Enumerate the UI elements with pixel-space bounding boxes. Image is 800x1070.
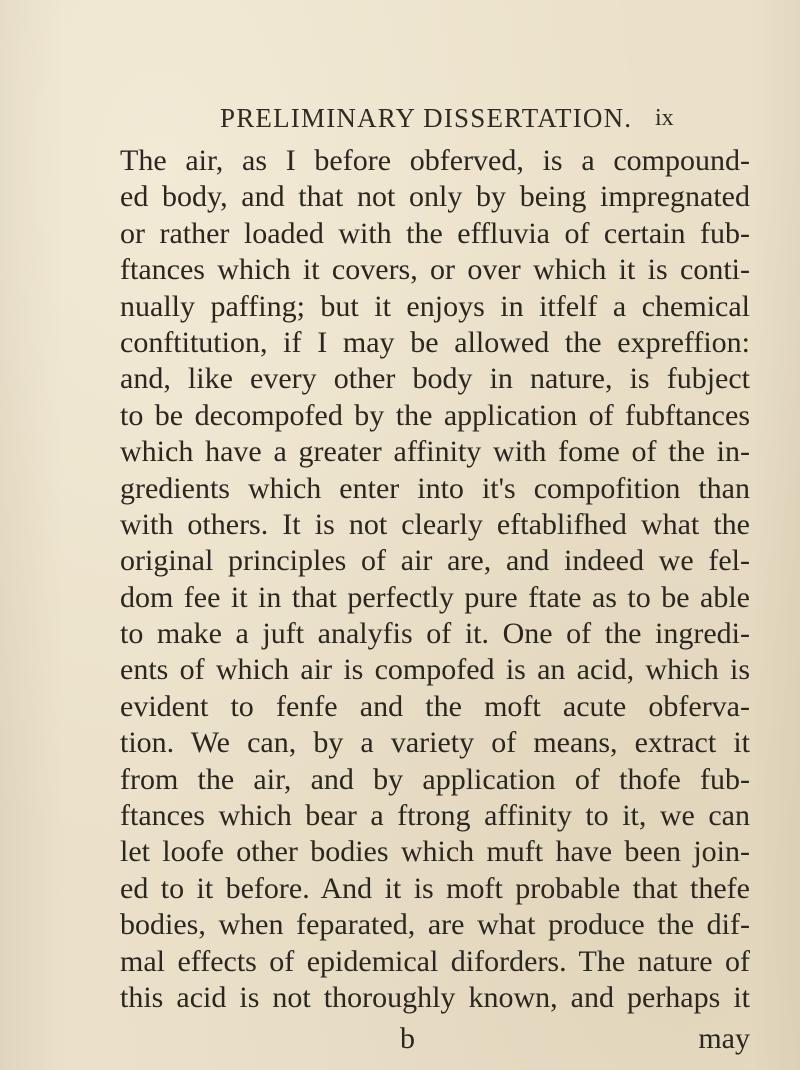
text-line: tion. We can, by a variety of means, extract it (120, 726, 750, 760)
text-line: conftitution, if I may be allowed the expreffion: (120, 325, 750, 359)
text-line: nually paffing; but it enjoys in itfelf a chemical (120, 289, 750, 323)
text-line: and, like every other body in nature, is fubject (120, 362, 750, 396)
text-line: ents of which air is compofed is an acid, which is (120, 653, 750, 687)
text-line: this acid is not thoroughly known, and perhaps it (120, 980, 750, 1014)
text-line: ed body, and that not only by being impregnated (120, 180, 750, 214)
text-line: let loofe other bodies which muft have been join- (120, 835, 750, 869)
running-title: PRELIMINARY DISSERTATION. (220, 103, 633, 133)
text-line: dom fee it in that perfectly pure ftate as to be able (120, 580, 750, 614)
text-line: original principles of air are, and indeed we fel- (120, 544, 750, 578)
text-line: evident to fenfe and the moft acute obferva- (120, 689, 750, 723)
signature-mark: b (400, 1022, 415, 1055)
catchword: may (698, 1022, 750, 1055)
text-line: with others. It is not clearly eftablifhed what the (120, 507, 750, 541)
text-line: The air, as I before obferved, is a compound- (120, 144, 750, 177)
text-line: from the air, and by application of thofe fub- (120, 762, 750, 796)
text-line: to be decompofed by the application of fubftances (120, 398, 750, 432)
page-header (120, 103, 720, 143)
text-line: which have a greater affinity with fome of the in- (120, 435, 750, 469)
page-footer (120, 1022, 750, 1062)
text-line: ftances which bear a ftrong affinity to it, we can (120, 799, 750, 833)
text-line: ed to it before. And it is moft probable that thefe (120, 871, 750, 905)
text-line: to make a juft analyfis of it. One of the ingredi- (120, 617, 750, 651)
page-number: ix (655, 105, 674, 131)
text-line: mal effects of epidemical diforders. The nature of (120, 944, 750, 978)
text-line: bodies, when feparated, are what produce the dif- (120, 908, 750, 942)
text-line: gredients which enter into it's compofition than (120, 471, 750, 505)
text-line: ftances which it covers, or over which it is conti- (120, 253, 750, 287)
text-line: or rather loaded with the effluvia of certain fub- (120, 216, 750, 250)
body-text (120, 143, 750, 1016)
